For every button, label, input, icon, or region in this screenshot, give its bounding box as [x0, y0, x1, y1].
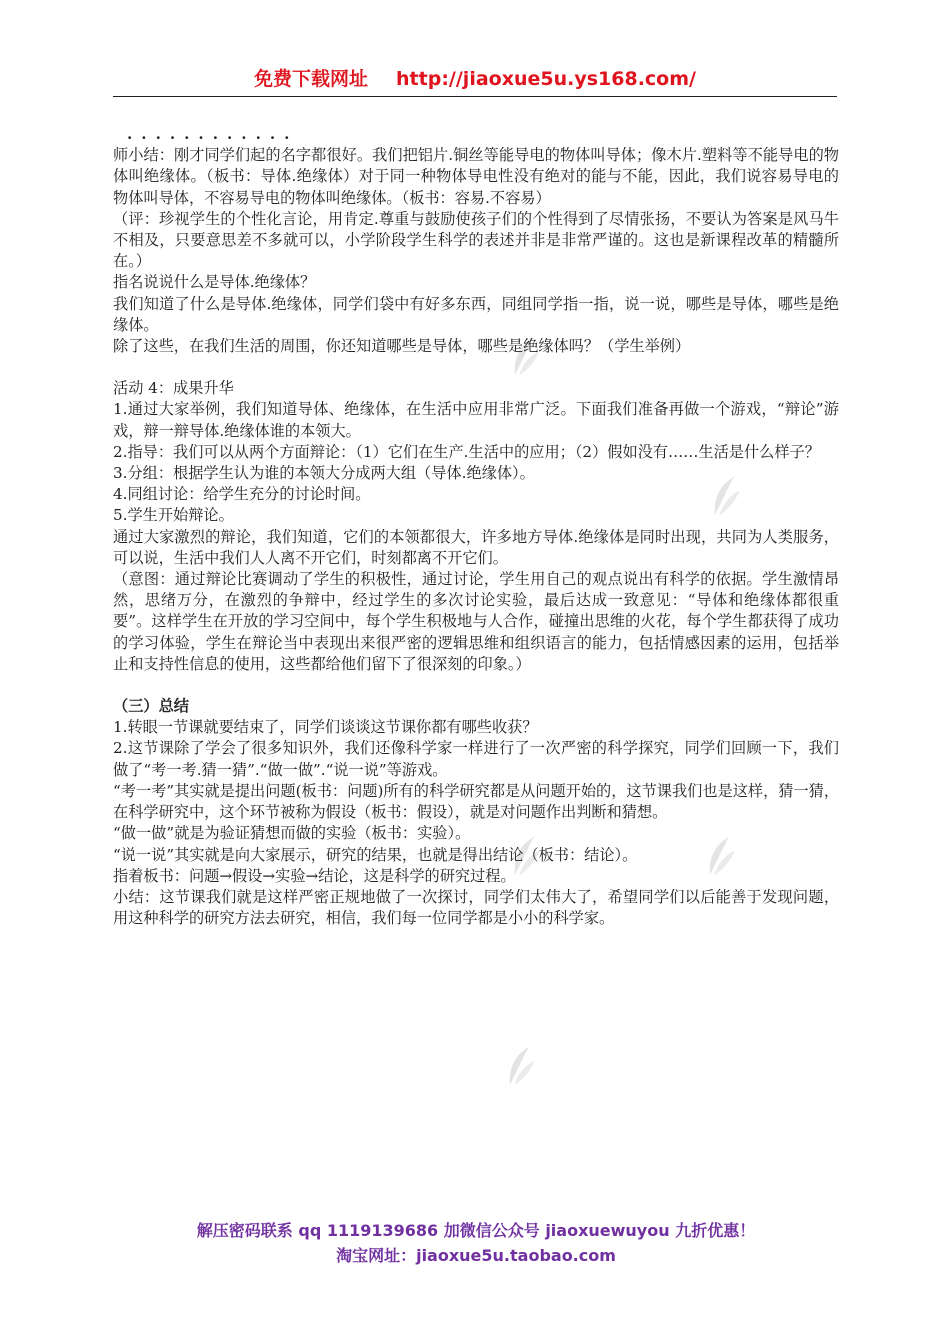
paragraph: 通过大家激烈的辩论，我们知道，它们的本领都很大，许多地方导体.绝缘体是同时出现，共同为人类服务，可以说，生活中我们人人离不开它们，时刻都离不开它们。: [113, 527, 839, 567]
dots-separator: ............: [127, 125, 299, 143]
activity-heading: 活动 4：成果升华: [113, 379, 234, 398]
paragraph: 除了这些，在我们生活的周围，你还知道哪些是导体，哪些是绝缘体吗？（学生举例）: [113, 337, 691, 356]
section-heading: （三）总结: [113, 697, 189, 716]
page-header: [113, 64, 837, 97]
footer-contact: 解压密码联系 qq 1119139686 加微信公众号 jiaoxuewuyou 九折优惠！: [196, 1221, 756, 1240]
paragraph: 5.学生开始辩论。: [113, 506, 234, 525]
paragraph: “做一做”就是为验证猜想而做的实验（板书：实验）。: [113, 824, 471, 843]
paragraph: 1.转眼一节课就要结束了，同学们谈谈这节课你都有哪些收获？: [113, 718, 538, 737]
paragraph: 2.指导：我们可以从两个方面辩论：（1）它们在生产.生活中的应用；（2）假如没有……生活是什么样子？: [113, 442, 820, 461]
header-url-link[interactable]: http://jiaoxue5u.ys168.com/: [396, 68, 696, 90]
paragraph: “说一说”其实就是向大家展示，研究的结果，也就是得出结论（板书：结论）。: [113, 845, 638, 864]
document-body: [113, 124, 839, 929]
watermark-logo: [495, 1044, 543, 1090]
footer-shop-link[interactable]: 淘宝网址：jiaoxue5u.taobao.com: [336, 1246, 616, 1265]
paragraph: 我们知道了什么是导体.绝缘体，同学们袋中有好多东西，同组同学指一指，说一说，哪些是导体，哪些是绝缘体。: [113, 294, 839, 334]
paragraph: 4.同组讨论：给学生充分的讨论时间。: [113, 485, 371, 504]
paragraph: （意图：通过辩论比赛调动了学生的积极性，通过讨论，学生用自己的观点说出有科学的依据。学生激情昂然，思绪万分，在激烈的争辩中，经过学生的多次讨论实验，最后达成一致意见：“导体和绝缘体都很重要”。这样学生在开放的学习空间中，每个学生积极地与人合作，碰撞出思维的火花，每个学生都获得了成功的学习体验，学生在辩论当中表现出来很严密的逻辑思维和组织语言的能力，包括情感因素的运用，包括举止和支持性信息的使用，这些都给他们留下了很深刻的印象。）: [113, 570, 839, 673]
paragraph: 2.这节课除了学会了很多知识外，我们还像科学家一样进行了一次严密的科学探究，同学们回顾一下，我们做了“考一考.猜一猜”.“做一做”.“说一说”等游戏。: [113, 739, 839, 779]
paragraph: （评：珍视学生的个性化言论，用肯定.尊重与鼓励使孩子们的个性得到了尽情张扬，不要认为答案是风马牛不相及，只要意思差不多就可以，小学阶段学生科学的表述并非是非常严谨的。这也是新课程改革的精髓所在。）: [113, 209, 839, 271]
paragraph: 指着板书：问题→假设→实验→结论，这是科学的研究过程。: [113, 866, 516, 885]
paragraph: 指名说说什么是导体.绝缘体？: [113, 273, 316, 292]
paragraph: “考一考”其实就是提出问题(板书：问题)所有的科学研究都是从问题开始的，这节课我们也是这样，猜一猜，在科学研究中，这个环节被称为假设（板书：假设），就是对问题作出判断和猜想。: [113, 781, 840, 822]
paragraph: 师小结：刚才同学们起的名字都很好。我们把铝片.铜丝等能导电的物体叫导体；像木片.塑料等不能导电的物体叫绝缘体。（板书：导体.绝缘体）对于同一种物体导电性没有绝对的能与不能，因此，我们说容易导电的物体叫导体，不容易导电的物体叫绝缘体。（板书：容易.不容易）: [113, 146, 839, 207]
page-footer: [113, 1218, 839, 1268]
paragraph: 小结：这节课我们就是这样严密正规地做了一次探讨，同学们太伟大了，希望同学们以后能善于发现问题，用这种科学的研究方法去研究，相信，我们每一位同学都是小小的科学家。: [113, 887, 839, 928]
paragraph: 1.通过大家举例，我们知道导体、绝缘体，在生活中应用非常广泛。下面我们准备再做一个游戏，“辩论”游戏，辩一辩导体.绝缘体谁的本领大。: [113, 400, 839, 440]
header-label: 免费下载网址: [254, 68, 369, 90]
paragraph: 3.分组：根据学生认为谁的本领大分成两大组（导体.绝缘体）。: [113, 464, 535, 483]
blank-line: [113, 675, 839, 696]
blank-line: [113, 357, 839, 378]
